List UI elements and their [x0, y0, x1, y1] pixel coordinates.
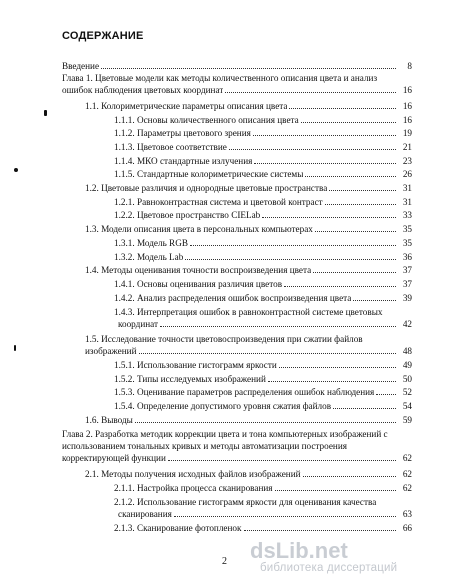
toc-entry — [0, 292, 450, 304]
toc-entry-page: 62 — [402, 453, 412, 463]
toc-entry-page: 16 — [402, 115, 412, 125]
toc-entry-continuation — [0, 440, 450, 452]
leader-dots — [279, 367, 396, 368]
toc-entry — [0, 359, 450, 371]
watermark-logo: dsLib.net — [250, 538, 348, 563]
toc-entry — [0, 60, 450, 72]
toc-entry — [0, 141, 450, 153]
toc-entry-title: 1.5.2. Типы исследуемых изображений — [114, 374, 266, 384]
toc-entry — [0, 496, 450, 508]
toc-entry-title: 1.4.1. Основы оценивания различия цветов — [114, 279, 283, 289]
toc-entry-title: 1.3.2. Модель Lab — [114, 252, 184, 262]
leader-dots — [301, 122, 396, 123]
toc-entry-page: 21 — [402, 142, 412, 152]
leader-dots — [185, 259, 396, 260]
toc-entry-title: 1.5.3. Оценивание параметров распределения ошибок наблюдения — [114, 387, 375, 397]
toc-entry-title: 1.3. Модели описания цвета в персональных компьютерах — [85, 224, 313, 234]
toc-entry-page: 19 — [402, 128, 412, 138]
toc-entry-page: 49 — [402, 360, 412, 370]
toc-entry-continuation — [0, 318, 450, 330]
toc-entry-title-cont: сканирования — [118, 509, 172, 519]
leader-dots — [284, 286, 396, 287]
leader-dots — [305, 176, 396, 177]
leader-dots — [244, 530, 397, 531]
toc-entry — [0, 306, 450, 318]
toc-entry-title-cont: координат — [118, 319, 159, 329]
toc-entry-title-cont: ошибок наблюдения цветовых координат — [62, 85, 224, 95]
toc-entry-page: 50 — [402, 374, 412, 384]
toc-entry-title-cont: корректирующей функции — [62, 453, 166, 463]
toc-entry-title: 1.1.2. Параметры цветового зрения — [114, 128, 251, 138]
leader-dots — [254, 163, 396, 164]
toc-entry-page: 31 — [402, 197, 412, 207]
toc-entry — [0, 428, 450, 440]
leader-dots — [325, 204, 396, 205]
toc-entry-title: 1.1. Колориметрические параметры описания цвета — [85, 101, 288, 111]
toc-entry-title: 1.5.4. Определение допустимого уровня сжатия файлов — [114, 401, 332, 411]
toc-entry-page: 35 — [402, 224, 412, 234]
toc-entry-page: 16 — [402, 85, 412, 95]
toc-entry-page: 23 — [402, 156, 412, 166]
toc-entry-continuation — [0, 84, 450, 96]
leader-dots — [225, 92, 396, 93]
toc-entry-title: 2.1.3. Сканирование фотопленок — [114, 523, 242, 533]
toc-entry-title: 1.1.5. Стандартные колориметрические системы — [114, 169, 304, 179]
toc-entry-page: 52 — [402, 387, 412, 397]
toc-entry — [0, 168, 450, 180]
toc-entry — [0, 182, 450, 194]
watermark — [250, 538, 440, 576]
toc-entry — [0, 100, 450, 112]
toc-entry-continuation — [0, 508, 450, 520]
toc-entry — [0, 278, 450, 290]
toc-entry — [0, 373, 450, 385]
toc-entry-page: 33 — [402, 210, 412, 220]
leader-dots — [190, 245, 396, 246]
leader-dots — [101, 68, 396, 69]
toc-entry — [0, 196, 450, 208]
leader-dots — [353, 300, 396, 301]
toc-entry — [0, 223, 450, 235]
toc-entry-title: 1.1.1. Основы количественного описания цвета — [114, 115, 299, 125]
toc-entry — [0, 264, 450, 276]
toc-entry-page: 54 — [402, 401, 412, 411]
toc-entry-page: 59 — [402, 415, 412, 425]
leader-dots — [329, 190, 396, 191]
toc-entry-page: 26 — [402, 169, 412, 179]
leader-dots — [315, 231, 396, 232]
toc-entry-page: 39 — [402, 293, 412, 303]
page-number: 2 — [222, 556, 227, 567]
leader-dots — [253, 135, 396, 136]
toc-entry-title: 1.5. Исследование точности цветовоспроизведения при сжатии файлов — [85, 334, 363, 344]
leader-dots — [174, 516, 396, 517]
toc-entry — [0, 127, 450, 139]
toc-entry — [0, 251, 450, 263]
toc-entry-title: 1.4.3. Интерпретация ошибок в равноконтрастной системе цветовых — [114, 307, 383, 317]
toc-entry — [0, 468, 450, 480]
scan-speck — [14, 168, 18, 172]
toc-entry — [0, 209, 450, 221]
toc-entry-continuation — [0, 452, 450, 464]
scan-speck — [44, 110, 47, 116]
toc-entry-title: 1.4. Методы оценивания точности воспроизведения цвета — [85, 265, 312, 275]
toc-entry-title: Глава 2. Разработка методик коррекции цвета и тона компьютерных изображений с — [62, 429, 388, 439]
leader-dots — [333, 408, 396, 409]
scan-speck — [14, 345, 16, 351]
toc-entry-title: 2.1. Методы получения исходных файлов изображений — [85, 469, 301, 479]
leader-dots — [160, 326, 396, 327]
toc-entry-continuation — [0, 345, 450, 357]
toc-entry-title: 1.2.2. Цветовое пространство CIELab — [114, 210, 261, 220]
leader-dots — [289, 108, 396, 109]
toc-entry-page: 66 — [402, 523, 412, 533]
toc-entry-title: Введение — [62, 61, 100, 71]
leader-dots — [262, 217, 396, 218]
toc-entry-title-cont: изображений — [85, 346, 137, 356]
leader-dots — [229, 149, 396, 150]
toc-entry — [0, 333, 450, 345]
toc-entry-page: 36 — [402, 252, 412, 262]
leader-dots — [313, 272, 396, 273]
toc-entry-page: 37 — [402, 279, 412, 289]
toc-entry — [0, 237, 450, 249]
toc-entry-page: 62 — [402, 469, 412, 479]
toc-entry-page: 35 — [402, 238, 412, 248]
toc-entry — [0, 114, 450, 126]
toc-entry-page: 31 — [402, 183, 412, 193]
leader-dots — [135, 422, 396, 423]
toc-heading: СОДЕРЖАНИЕ — [62, 30, 144, 42]
leader-dots — [268, 381, 396, 382]
leader-dots — [376, 394, 396, 395]
toc-entry-title: 1.3.1. Модель RGB — [114, 238, 188, 248]
toc-entry-page: 63 — [402, 509, 412, 519]
toc-entry — [0, 482, 450, 494]
toc-entry — [0, 386, 450, 398]
leader-dots — [275, 490, 396, 491]
leader-dots — [139, 353, 397, 354]
toc-entry-page: 62 — [402, 483, 412, 493]
toc-entry-title-cont: использованием тональных кривых и методы автоматизации построения — [62, 441, 347, 451]
toc-entry-title: 1.1.3. Цветовое соответствие — [114, 142, 227, 152]
toc-entry-title: 1.5.1. Использование гистограмм яркости — [114, 360, 277, 370]
toc-entry-page: 42 — [402, 319, 412, 329]
watermark-subtitle: библиотека диссертаций — [260, 562, 398, 574]
toc-entry — [0, 414, 450, 426]
toc-entry-title: 1.1.4. МКО стандартные излучения — [114, 156, 253, 166]
toc-entry-title: 2.1.2. Использование гистограмм яркости для оценивания качества — [114, 497, 377, 507]
toc-entry-title: 1.6. Выводы — [85, 415, 133, 425]
toc-entry-title: 1.2. Цветовые различия и однородные цветовые пространства — [85, 183, 328, 193]
toc-entry-title: 1.2.1. Равноконтрастная система и цветовой контраст — [114, 197, 323, 207]
toc-entry-title: Глава 1. Цветовые модели как методы количественного описания цвета и анализ — [62, 73, 378, 83]
toc-entry-page: 8 — [407, 61, 412, 71]
toc-entry-page: 16 — [402, 101, 412, 111]
toc-entry — [0, 72, 450, 84]
leader-dots — [168, 460, 396, 461]
toc-entry — [0, 155, 450, 167]
toc-entry — [0, 400, 450, 412]
toc-entry-title: 2.1.1. Настройка процесса сканирования — [114, 483, 273, 493]
toc-entry-title: 1.4.2. Анализ распределения ошибок воспроизведения цвета — [114, 293, 352, 303]
toc-entry-page: 48 — [402, 346, 412, 356]
toc-entry-page: 37 — [402, 265, 412, 275]
leader-dots — [303, 476, 396, 477]
toc-entry — [0, 522, 450, 534]
